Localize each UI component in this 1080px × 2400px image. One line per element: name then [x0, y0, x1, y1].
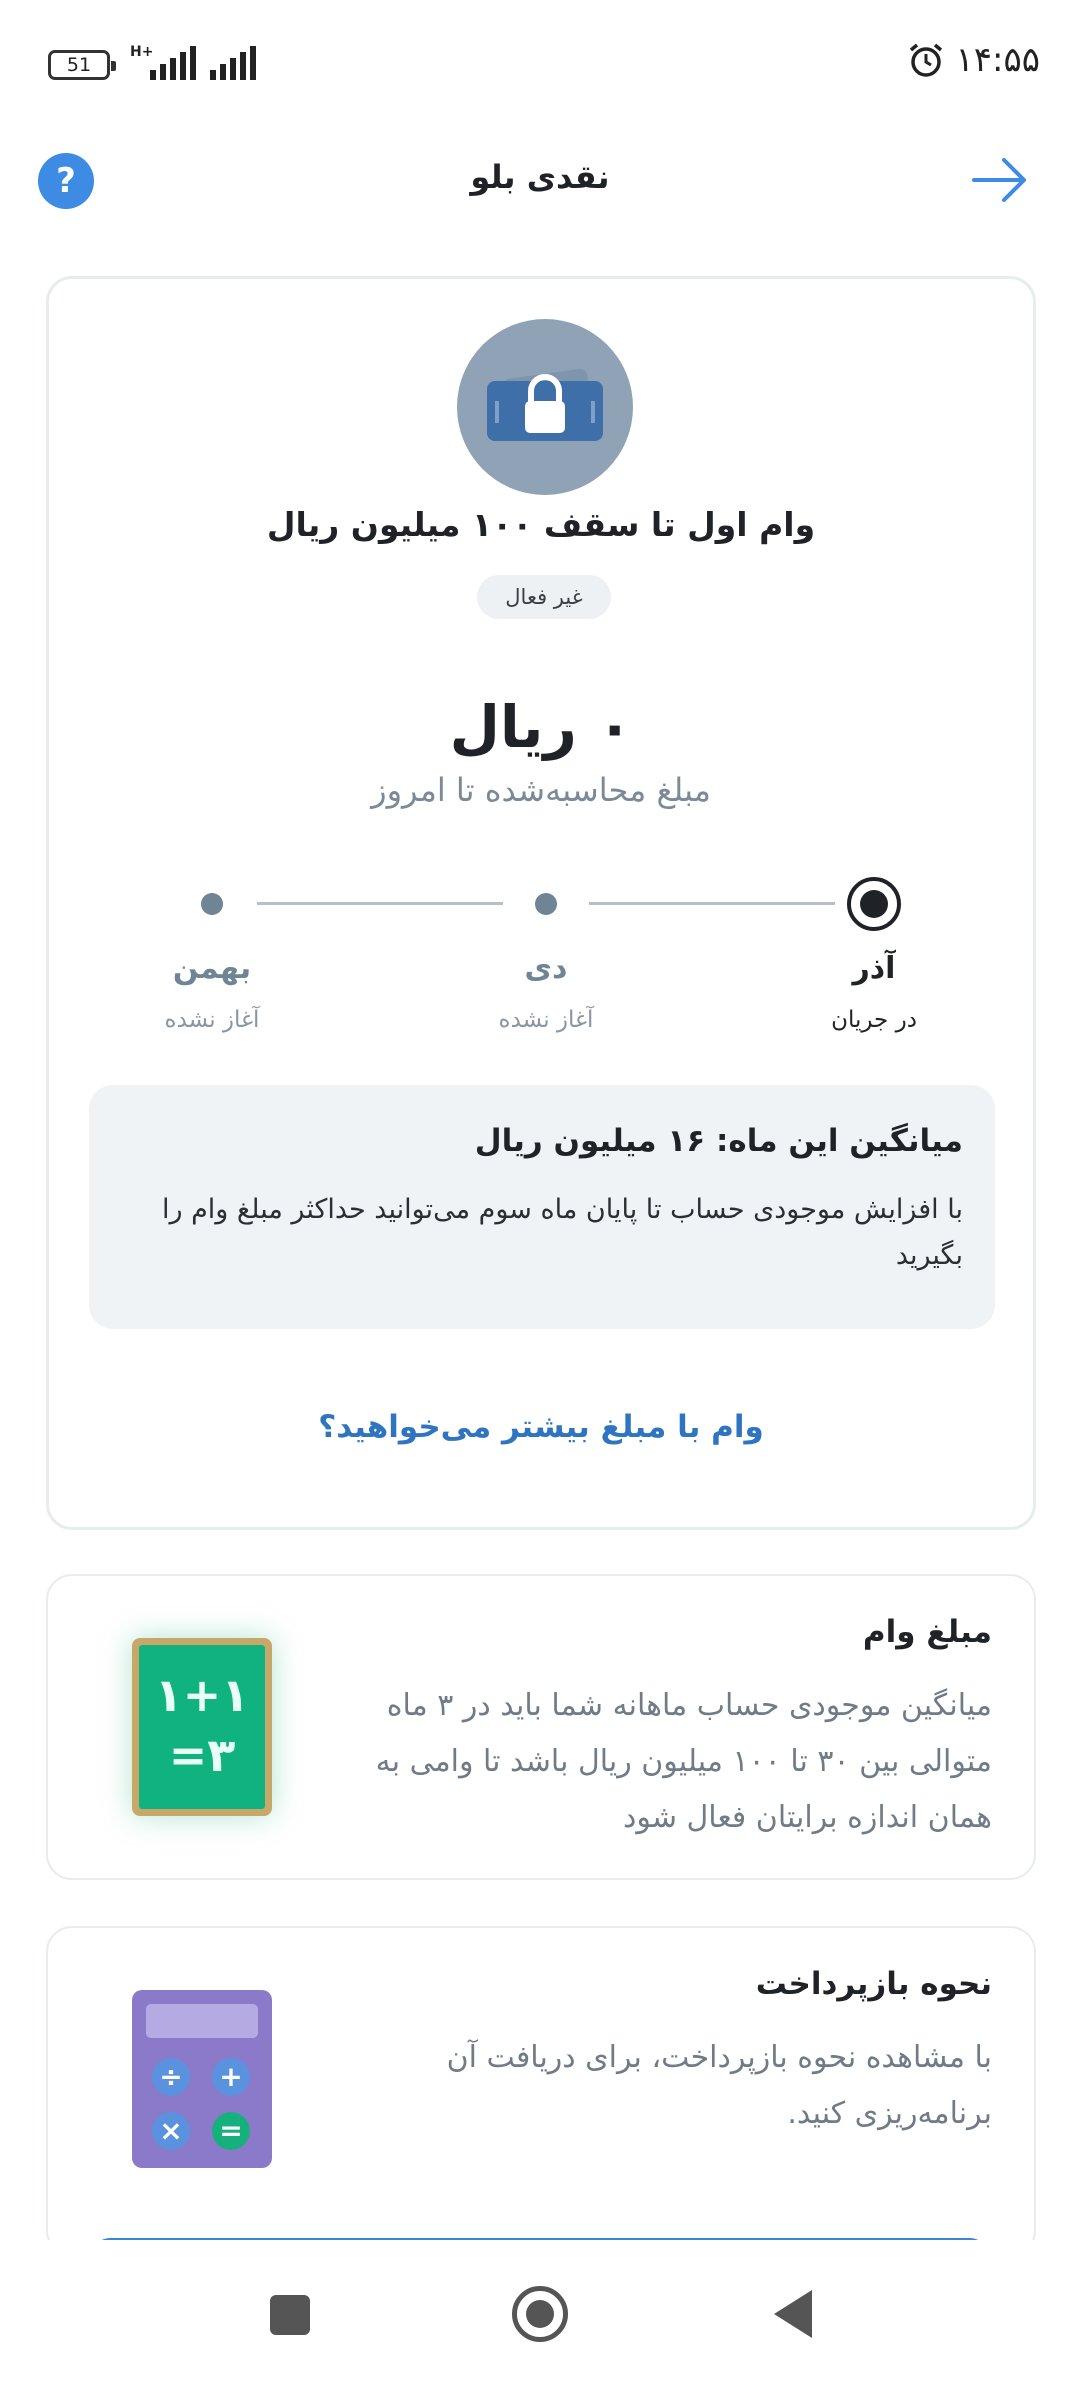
- battery-level: 51: [66, 54, 92, 76]
- timeline-month-label: دی: [524, 951, 568, 986]
- calculator-icon: [132, 1990, 272, 2168]
- timeline-step: [201, 893, 223, 915]
- timeline-step: [535, 893, 557, 915]
- system-nav-bar: [0, 2240, 1080, 2400]
- repayment-card[interactable]: [46, 1926, 1036, 2256]
- loan-amount: ۰ ریال: [449, 693, 633, 761]
- chalkboard-line-2: =۳: [168, 1728, 236, 1782]
- average-description: با افزایش موجودی حساب تا پایان ماه سوم می‌توانید حداکثر مبلغ وام را بگیرید: [161, 1194, 963, 1271]
- timeline-month-label: بهمن: [172, 951, 252, 986]
- loan-amount-card: [46, 1574, 1036, 1880]
- arrow-right-icon: [968, 150, 1032, 210]
- timeline-connector: [257, 902, 503, 905]
- average-info-box: [89, 1085, 995, 1329]
- clock-time: ۱۴:۵۵: [955, 40, 1040, 80]
- average-heading: میانگین این ماه: ۱۶ میلیون ریال: [474, 1123, 963, 1159]
- higher-amount-link[interactable]: وام با مبلغ بیشتر می‌خواهید؟: [318, 1409, 764, 1445]
- feature-title: نحوه بازپرداخت: [755, 1966, 992, 2002]
- back-button[interactable]: [968, 150, 1032, 210]
- amount-caption: مبلغ محاسبه‌شده تا امروز: [371, 771, 711, 809]
- multiply-key-icon: ×: [152, 2112, 190, 2150]
- equals-key-icon: =: [212, 2112, 250, 2150]
- alarm-clock-icon: [907, 41, 945, 79]
- status-bar: [0, 0, 1080, 130]
- signal-icon-1: [150, 46, 196, 80]
- chalkboard-icon: [132, 1638, 272, 1816]
- lock-illustration: [457, 319, 633, 495]
- divide-key-icon: ÷: [152, 2058, 190, 2096]
- signal-icon-2: [210, 46, 256, 80]
- status-badge: غیر فعال: [477, 575, 611, 619]
- system-back-icon[interactable]: [774, 2290, 812, 2338]
- battery-icon: [48, 50, 110, 80]
- plus-key-icon: +: [212, 2058, 250, 2096]
- loan-card: [46, 276, 1036, 1530]
- home-icon[interactable]: [512, 2286, 568, 2342]
- timeline-step-active: [847, 877, 901, 931]
- help-button[interactable]: ?: [38, 153, 94, 209]
- app-header: [0, 140, 1080, 220]
- status-clock: [907, 40, 1040, 80]
- feature-description: میانگین موجودی حساب ماهانه شما باید در ۳ ماه متوالی بین ۳۰ تا ۱۰۰ میلیون ریال باشد تا وامی به همان اندازه برایتان فعال شود: [375, 1688, 992, 1835]
- timeline-month-label: آذر: [852, 951, 896, 986]
- lock-icon: [457, 319, 633, 495]
- timeline-month-state: آغاز نشده: [164, 1007, 260, 1033]
- loan-title: وام اول تا سقف ۱۰۰ میلیون ریال: [266, 505, 816, 544]
- recent-apps-icon[interactable]: [270, 2295, 310, 2335]
- page-title: نقدی بلو: [470, 158, 610, 196]
- timeline-month-state: در جریان: [831, 1007, 917, 1033]
- network-type: H+: [130, 44, 154, 60]
- feature-title: مبلغ وام: [862, 1614, 992, 1650]
- chalkboard-line-1: ۱+۱: [154, 1668, 250, 1722]
- timeline-connector: [589, 902, 835, 905]
- timeline-month-state: آغاز نشده: [498, 1007, 594, 1033]
- feature-description: با مشاهده نحوه بازپرداخت، برای دریافت آن برنامه‌ریزی کنید.: [446, 2040, 992, 2131]
